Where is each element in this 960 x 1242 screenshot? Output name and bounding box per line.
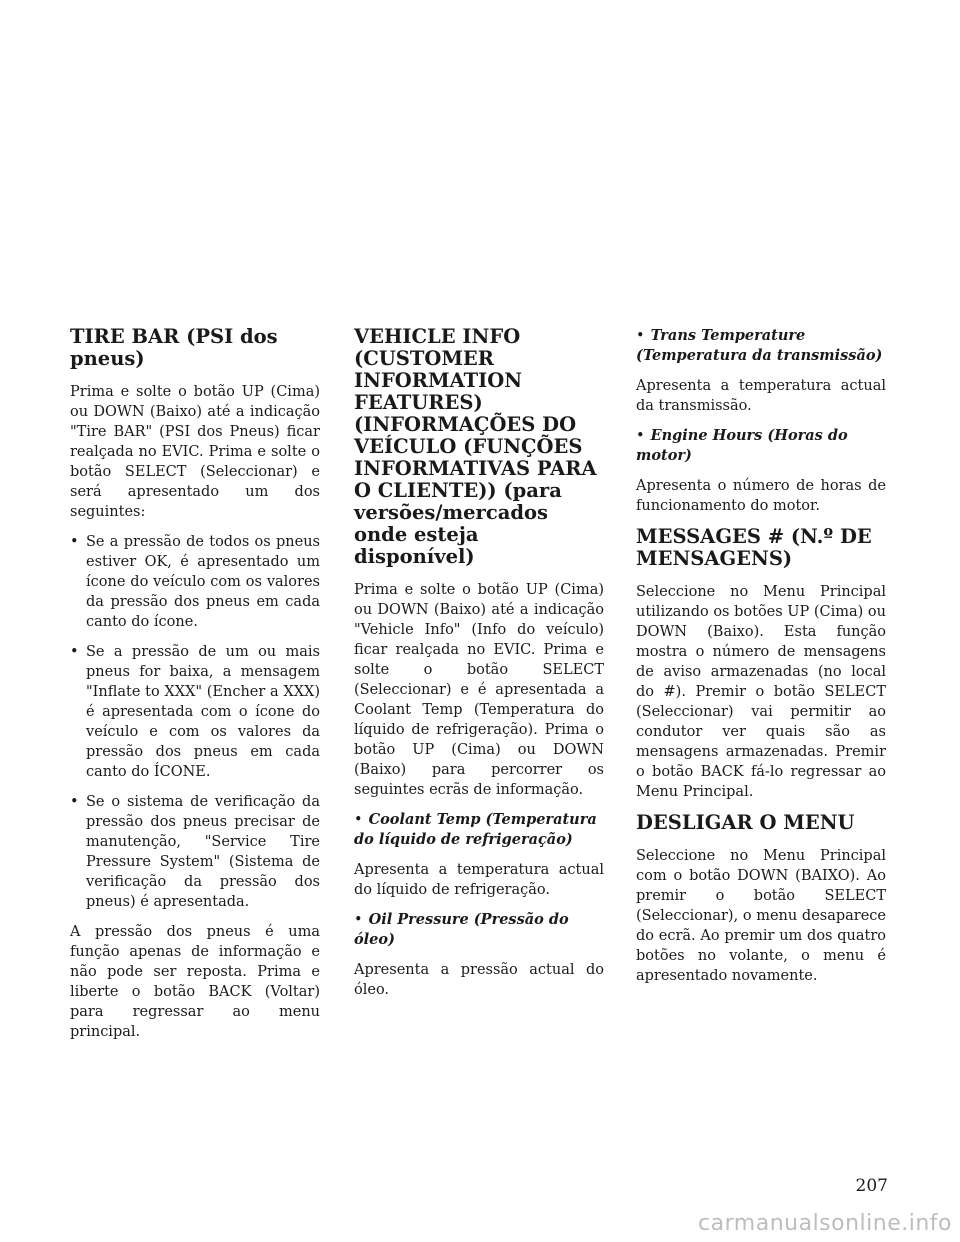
bullet-icon: • [354,812,363,828]
tire-bar-bullet-list [70,532,320,912]
column-left [70,326,320,1052]
subheading-coolant-temp: • Coolant Temp (Temperatura do líquido de refrigeração) [354,811,597,848]
coolant-temp-text: Apresenta a temperatura actual do líquido de refrigeração. [354,862,604,898]
subheading-trans-temperature: • Trans Temperature (Temperatura da transmissão) [636,327,883,364]
section-heading-messages: MESSAGES # (N.º DE MENSAGENS) [636,525,872,570]
menu-off-text: Seleccione no Menu Principal com o botão DOWN (BAIXO). Ao premir o botão SELECT (Seleccionar), o menu desaparece do ecrã. Ao premir um dos quatro botões no volante, o menu é apresentado novamente. [636,848,886,984]
trans-temperature-text: Apresenta a temperatura actual da transmissão. [636,378,886,414]
bullet-item: • Se a pressão de um ou mais pneus for baixa, a mensagem "Inflate to XXX" (Encher a XXX) é apresentada com o ícone do veículo e com os valores da pressão dos pneus em cada canto do ÍCONE. [70,642,320,782]
section-heading-vehicle-info: VEHICLE INFO (CUSTOMER INFORMATION FEATURES) (INFORMAÇÕES DO VEÍCULO (FUNÇÕES INFORMATIVAS PARA O CLIENTE)) (para versões/mercados onde esteja disponível) [354,325,597,568]
subheading-engine-hours: • Engine Hours (Horas do motor) [636,427,848,464]
bullet-item: • Se o sistema de verificação da pressão dos pneus precisar de manutenção, "Service Tire Pressure System" (Sistema de verificação da pressão dos pneus) é apresentada. [70,792,320,912]
column-middle [354,326,604,1010]
section-heading-menu-off: DESLIGAR O MENU [636,811,855,834]
bullet-icon: • [354,912,363,928]
oil-pressure-text: Apresenta a pressão actual do óleo. [354,962,604,998]
tire-bar-intro: Prima e solte o botão UP (Cima) ou DOWN (Baixo) até a indicação "Tire BAR" (PSI dos Pneus) ficar realçada no EVIC. Prima e solte o botão SELECT (Seleccionar) e será apresentado um dos seguintes: [70,384,320,520]
messages-text: Seleccione no Menu Principal utilizando os botões UP (Cima) ou DOWN (Baixo). Esta função mostra o número de mensagens de aviso armazenadas (no local do #). Premir o botão SELECT (Seleccionar) vai permitir ao condutor ver quais são as mensagens armazenadas. Premir o botão BACK fá-lo regressar ao Menu Principal. [636,584,887,800]
bullet-item: • Se a pressão de todos os pneus estiver OK, é apresentado um ícone do veículo com os valores da pressão dos pneus em cada canto do ícone. [70,532,320,632]
column-right [636,326,886,996]
vehicle-info-intro: Prima e solte o botão UP (Cima) ou DOWN (Baixo) até a indicação "Vehicle Info" (Info do veículo) ficar realçada no EVIC. Prima e solte o botão SELECT (Seleccionar) e é apresentada a Coolant Temp (Temperatura do líquido de refrigeração). Prima o botão UP (Cima) ou DOWN (Baixo) para percorrer os seguintes ecrãs de informação. [354,582,604,798]
engine-hours-text: Apresenta o número de horas de funcionamento do motor. [636,478,886,514]
watermark: carmanualsonline.info [698,1211,952,1236]
bullet-icon: • [636,328,645,344]
tire-bar-outro: A pressão dos pneus é uma função apenas de informação e não pode ser reposta. Prima e liberte o botão BACK (Voltar) para regressar ao menu principal. [70,924,320,1040]
page-number: 207 [855,1176,888,1196]
section-heading-tire-bar: TIRE BAR (PSI dos pneus) [70,325,278,370]
subheading-oil-pressure: • Oil Pressure (Pressão do óleo) [354,911,569,948]
bullet-icon: • [636,428,645,444]
